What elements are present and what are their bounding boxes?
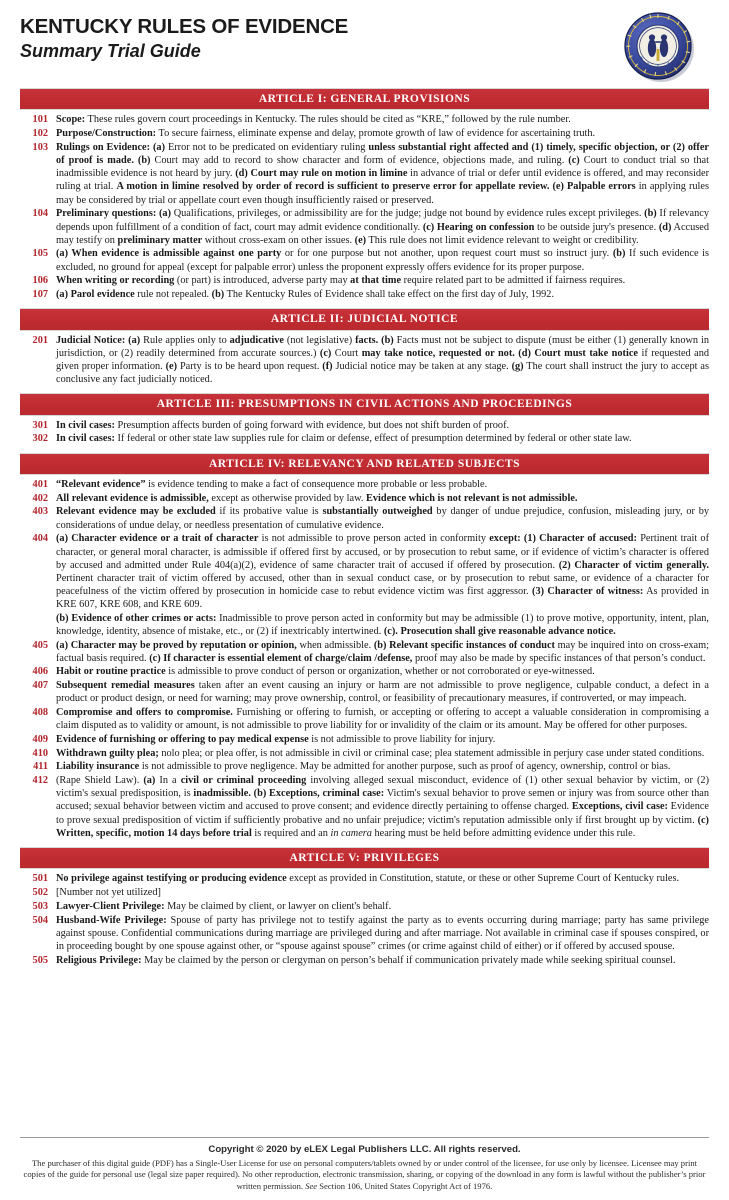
rule-entry	[20, 334, 709, 387]
rule-number: 504	[32, 914, 48, 926]
rule-entry	[20, 872, 709, 885]
rule-number: 407	[32, 680, 48, 692]
rule-number: 403	[32, 506, 48, 518]
rule-text: [Number not yet utilized]	[56, 887, 161, 899]
rule-text: (Rape Shield Law). (a) In a civil or criminal proceeding involving alleged sexual misconduct, evidence of (1) other sexual behavior by victim, or (2) victim's sexual predisposition, is inadmissible. (b) Exceptions, criminal case: Victim's sexual behavior to prove semen or injury was from source other than accused; sexual behavior between victim and accused to prove consent; and evidence directly pertaining to offense charged. Exceptions, civil case: Evidence to prove sexual predisposition of victim if sufficiently probative and no unfair prejudice; victim's reputation admissible only if first brought up by victim. (c) Written, specific, motion 14 days before trial is required and an in camera hearing must be held before admitting evidence under this rule.	[56, 775, 709, 839]
rule-text: No privilege against testifying or producing evidence except as provided in Constitution, statute, or these or other Supreme Court of Kentucky rules.	[56, 873, 680, 885]
rule-text: Withdrawn guilty plea; nolo plea; or plea offer, is not admissible in civil or criminal case; plea statement admissible in perjury case under stated conditions.	[56, 747, 705, 759]
rule-entry	[20, 505, 709, 531]
rule-number: 101	[32, 114, 48, 126]
rule-text: Judicial Notice: (a) Rule applies only to adjudicative (not legislative) facts. (b) Facts must not be subject to dispute (must be either (1) generally known in jurisdiction, or (2) readily determined from accurate sources.) (c) Court may take notice, requested or not. (d) Court must take notice if requested and given proper information. (e) Party is to be heard upon request. (f) Judicial notice may be taken at any stage. (g) The court shall instruct the jury to accept as conclusive any fact judicially noticed.	[56, 334, 709, 386]
article-heading: ARTICLE V: PRIVILEGES	[20, 847, 709, 869]
rules-list	[20, 113, 709, 301]
rule-entry	[20, 113, 709, 126]
rule-text: When writing or recording (or part) is introduced, adverse party may at that time require related part to be admitted if fairness requires.	[56, 275, 626, 287]
rule-number: 408	[32, 707, 48, 719]
article-heading: ARTICLE III: PRESUMPTIONS IN CIVIL ACTIONS AND PROCEEDINGS	[20, 393, 709, 415]
rule-entry	[20, 679, 709, 705]
rule-entry	[20, 706, 709, 732]
seal-svg	[621, 8, 697, 84]
rule-number: 411	[33, 761, 48, 773]
rule-number: 402	[32, 492, 48, 504]
rule-entry	[20, 532, 709, 638]
rule-text: All relevant evidence is admissible, except as otherwise provided by law. Evidence which is not relevant is not admissible.	[56, 492, 578, 504]
rule-number: 409	[32, 733, 48, 745]
rule-entry	[20, 760, 709, 773]
rule-entry	[20, 274, 709, 287]
article-heading: ARTICLE IV: RELEVANCY AND RELATED SUBJECTS	[20, 453, 709, 475]
rule-number: 404	[32, 533, 48, 545]
page-subtitle: Summary Trial Guide	[20, 40, 201, 61]
rule-text: “Relevant evidence” is evidence tending to make a fact of consequence more probable or less probable.	[56, 479, 488, 491]
rule-number: 503	[32, 900, 48, 912]
rule-text: Scope: These rules govern court proceedings in Kentucky. The rules should be cited as “KRE,” followed by the rule number.	[56, 114, 571, 126]
rule-number: 104	[32, 208, 48, 220]
copyright-line: Copyright © 2020 by eLEX Legal Publishers LLC. All rights reserved.	[208, 1143, 521, 1155]
rule-text: Preliminary questions: (a) Qualifications, privileges, or admissibility are for the judge; judge not bound by evidence rules except privileges. (b) If relevancy depends upon fulfillment of a condition of fact, court may admit evidence conditionally. (c) Hearing on confession to be outside jury's presence. (d) Accused may testify on preliminary matter without cross-exam on other issues. (e) This rule does not limit evidence relevant to weight or credibility.	[56, 208, 709, 246]
rule-entry	[20, 288, 709, 301]
rule-number: 201	[32, 334, 48, 346]
document-footer	[20, 1137, 709, 1192]
rule-number: 501	[32, 873, 48, 885]
rule-number: 107	[32, 289, 48, 301]
license-text: The purchaser of this digital guide (PDF) has a Single-User License for use on personal computers/tablets owned by or under control of the licensee, for use only by licensee. Licensee may print copies of the guide for personal use (legal size paper required). No other reproduction, electronic transmission, sharing, or copying of the download in any form is lawful without the publisher’s prior written permission. See Section 106, United States Copyright Act of 1976.	[23, 1157, 706, 1191]
rule-entry	[20, 954, 709, 967]
rule-entry	[20, 432, 709, 445]
rule-entry	[20, 419, 709, 432]
rule-entry	[20, 478, 709, 491]
rules-list	[20, 334, 709, 387]
article-heading: ARTICLE II: JUDICIAL NOTICE	[20, 308, 709, 330]
rule-number: 406	[32, 666, 48, 678]
article-heading: ARTICLE I: GENERAL PROVISIONS	[20, 88, 709, 110]
rule-entry	[20, 247, 709, 273]
rule-text: Liability insurance is not admissible to prove negligence. May be admitted for another purpose, such as proof of agency, ownership, control or bias.	[56, 761, 671, 773]
rule-entry	[20, 492, 709, 505]
rule-entry	[20, 886, 709, 899]
rule-text: Relevant evidence may be excluded if its probative value is substantially outweighed by danger of undue prejudice, confusion, misleading jury, or by considerations of undue delay, or needless presentation of cumulative evidence.	[56, 506, 709, 531]
rule-number: 105	[32, 248, 48, 260]
rule-entry	[20, 774, 709, 840]
rule-text: Rulings on Evidence: (a) Error not to be predicated on evidentiary ruling unless substantial right affected and (1) timely, specific objection, or (2) offer of proof is made. (b) Court may add to record to show character and form of evidence, objections made, and ruling. (c) Court to conduct trial so that inadmissible evidence is not heard by jury. (d) Court may rule on motion in limine in advance of trial or defer until evidence is offered, and may reconsider ruling at trial. A motion in limine resolved by order of record is sufficient to preserve error for appellate review. (e) Palpable errors in applying rules may be considered by trial or appellate court even though insufficiently raised or preserved.	[56, 141, 709, 206]
rule-number: 102	[32, 128, 48, 140]
articles-container	[20, 88, 709, 967]
rule-text: (a) Parol evidence rule not repealed. (b) The Kentucky Rules of Evidence shall take effect on the first day of July, 1992.	[56, 289, 555, 301]
rule-text: Religious Privilege: May be claimed by the person or clergyman on person’s behalf if communication privately made while seeking spiritual counsel.	[56, 954, 676, 966]
rule-number: 106	[32, 275, 48, 287]
rule-entry	[20, 141, 709, 207]
rule-entry	[20, 207, 709, 247]
rule-text: In civil cases: If federal or other state law supplies rule for claim or defense, effect of presumption determined by federal or other state law.	[56, 433, 632, 445]
rule-number: 302	[32, 433, 48, 445]
rule-entry	[20, 639, 709, 665]
rules-list	[20, 419, 709, 446]
rule-entry	[20, 665, 709, 678]
rule-text: (a) When evidence is admissible against one party or for one purpose but not another, upon request court must so instruct jury. (b) If such evidence is excluded, no ground for appeal (except for palpable error) unless the proponent expressly offers evidence for its proper purpose.	[56, 248, 710, 273]
kentucky-state-seal-icon	[621, 8, 697, 84]
rule-entry	[20, 747, 709, 760]
rule-number: 505	[32, 954, 48, 966]
rule-text: Purpose/Construction: To secure fairness, eliminate expense and delay, promote growth of law of evidence for ascertaining truth.	[56, 128, 596, 140]
page-title: KENTUCKY RULES OF EVIDENCE	[20, 15, 349, 38]
rule-text: Subsequent remedial measures taken after an event causing an injury or harm are not admissible to prove negligence, culpable conduct, a defect in a product or product design, or need for warning; may prove ownership, control, or feasibility of precautionary measures, if controverted, or may impeach.	[56, 680, 709, 705]
rule-text: (a) Character may be proved by reputation or opinion, when admissible. (b) Relevant specific instances of conduct may be inquired into on cross-exam; factual basis required. (c) If character is essential element of charge/claim /defense, proof may also be made by specific instances of that person’s conduct.	[56, 639, 709, 664]
rule-text: Evidence of furnishing or offering to pay medical expense is not admissible to prove liability for injury.	[56, 733, 496, 745]
rule-text: In civil cases: Presumption affects burden of going forward with evidence, but does not shift burden of proof.	[56, 419, 510, 431]
rule-number: 412	[32, 775, 48, 787]
document-masthead	[20, 0, 709, 88]
rule-entry	[20, 914, 709, 954]
rule-number: 103	[32, 141, 48, 153]
rule-text: Lawyer-Client Privilege: May be claimed by client, or lawyer on client's behalf.	[56, 900, 392, 912]
rule-number: 301	[32, 419, 48, 431]
rule-entry	[20, 900, 709, 913]
rule-number: 502	[32, 887, 48, 899]
rule-text: Husband-Wife Privilege: Spouse of party has privilege not to testify against the party as to events occurring during marriage; party has same privilege against spouse. Confidential communications during marriage are privileged during and after marriage. Not available in criminal case if spouses conspired, or in proceeding bought by one spouse against other, or “spouse against spouse” crimes (or crime against child of either) or if offered by accused spouse.	[56, 914, 709, 952]
title-block	[20, 16, 709, 63]
rules-list	[20, 478, 709, 840]
rule-entry	[20, 733, 709, 746]
rule-text: Compromise and offers to compromise. Furnishing or offering to furnish, or accepting or offering to accept a valuable consideration in compromising a claim disputed as to validity or amount, is not admissible to prove liability for or invalidity of the claim or its amount. May be offered for other purposes.	[56, 707, 709, 732]
footer-divider	[20, 1137, 709, 1138]
rule-number: 401	[32, 479, 48, 491]
rule-number: 405	[32, 639, 48, 651]
rule-number: 410	[32, 747, 48, 759]
rule-text: Habit or routine practice is admissible to prove conduct of person or organization, whether or not corroborated or eye-witnessed.	[56, 666, 595, 678]
rules-list	[20, 872, 709, 966]
rule-entry	[20, 127, 709, 140]
rule-text: (a) Character evidence or a trait of character is not admissible to prove person acted in conformity except: (1) Character of accused: Pertinent trait of character, or general moral character, is admissible if offered first by accused, or by prosecution to rebut same, or if evidence of victim’s character is offered by accused and admitted under Rule 404(a)(2), evidence of same character trait of accused if offered by prosecution. (2) Character of victim generally. Pertinent character trait of victim offered by accused, other than in sexual conduct case, or by prosecution to rebut same, or evidence of a character for peacefulness of the victim offered by prosecution in homicide case to rebut evidence victim was first aggressor. (3) Character of witness: As provided in KRE 607, KRE 608, and KRE 609. (b) Evidence of other crimes or acts: Inadmissible to prove person acted in conformity but may be admissible (1) to prove motive, opportunity, intent, plan, knowledge, identity, absence of mistake, etc., or (2) if inextricably intertwined. (c). Prosecution shall give reasonable advance notice.	[56, 533, 710, 637]
